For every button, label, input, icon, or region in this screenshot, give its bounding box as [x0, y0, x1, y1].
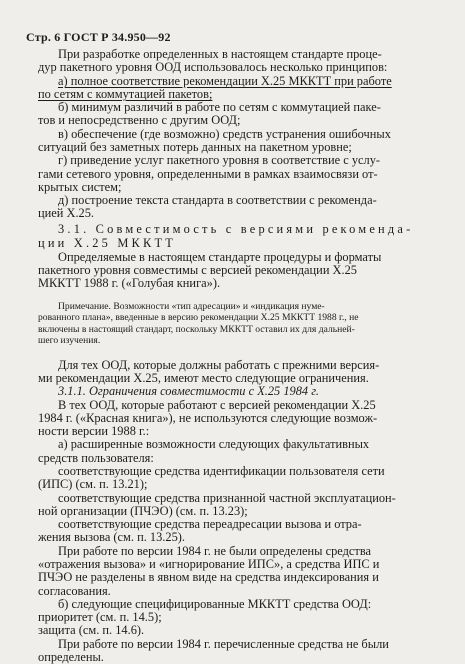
- text-line: Определяемые в настоящем стандарте процедуры и форматы: [58, 250, 382, 264]
- text-line: соответствующие средства идентификации пользователя сети: [58, 464, 385, 478]
- text-line: ной организации (ПЧЭО) (см. п. 13.23);: [38, 504, 248, 518]
- section-heading: 3.1. Совместимость с версиями рекоменда-: [58, 222, 414, 236]
- text-line: гами сетевого уровня, определенными в рамках взаимосвязи от-: [38, 167, 378, 181]
- text-line: ми рекомендации Х.25, имеют место следующие ограничения.: [38, 371, 369, 385]
- text-line: МККТТ 1988 г. («Голубая книга»).: [38, 276, 221, 290]
- text-line: в) обеспечение (где возможно) средств устранения ошибочных: [58, 127, 391, 141]
- text-line: б) следующие специфицированные МККТТ средства ООД:: [58, 597, 372, 611]
- text-line: д) построение текста стандарта в соответствии с рекоменда-: [58, 193, 377, 207]
- text-line: средств пользователя:: [38, 451, 154, 465]
- text-line: г) приведение услуг пакетного уровня в соответствие с услу-: [58, 153, 381, 167]
- text-line: (ИПС) (см. п. 13.21);: [38, 477, 148, 491]
- text-line: «отражения вызова» и «игнорирование ИПС», а средства ИПС и: [38, 557, 380, 571]
- text-line: б) минимум различий в работе по сетям с коммутацией паке-: [58, 100, 381, 114]
- text-line: соответствующие средства признанной частной эксплуатацион-: [58, 491, 396, 505]
- text-line: ПЧЭО не разделены в явном виде на средства индексирования и: [38, 570, 379, 584]
- text-line: 1984 г. («Красная книга»), не используются следующие возмож-: [38, 411, 378, 425]
- text-line: жения вызова (см. п. 13.25).: [38, 530, 186, 544]
- text-line: При работе по версии 1984 г. перечисленные средства не были: [58, 637, 389, 651]
- text-line: по сетям с коммутацией пакетов;: [38, 87, 213, 101]
- text-line: защита (см. п. 14.6).: [38, 623, 145, 637]
- text-line: Для тех ООД, которые должны работать с прежними версия-: [58, 358, 380, 372]
- text-line: При работе по версии 1984 г. не были определены средства: [58, 544, 372, 558]
- text-line: крытых систем;: [38, 180, 122, 194]
- text-line: В тех ООД, которые работают с версией рекомендации Х.25: [58, 398, 376, 412]
- text-line: определены.: [38, 650, 104, 664]
- text-line: дур пакетного уровня ООД использовалось несколько принципов:: [38, 60, 388, 74]
- text-line: согласования.: [38, 584, 111, 598]
- subsection-heading: 3.1.1. Ограничения совместимости с Х.25 1984 г.: [58, 384, 319, 398]
- text-line: а) расширенные возможности следующих факультативных: [58, 437, 370, 451]
- section-heading: ции Х.25 МККТТ: [38, 236, 177, 250]
- note-line: включены в настоящий стандарт, поскольку МККТТ оставил их для дальней-: [38, 324, 355, 335]
- text-line: соответствующие средства переадресации вызова и отра-: [58, 517, 362, 531]
- note-line: рованного плана», введенные в версию рекомендации Х.25 МККТТ 1988 г., не: [38, 312, 359, 323]
- note-line: Примечание. Возможности «тип адресации» и «индикация нуме-: [58, 301, 325, 312]
- text-line: тов и непосредственно с другим ООД;: [38, 113, 241, 127]
- text-line: ности версии 1988 г.:: [38, 424, 150, 438]
- text-line: ситуаций без заметных потерь данных на пакетном уровне;: [38, 140, 352, 154]
- text-line: а) полное соответствие рекомендации Х.25 МККТТ при работе: [58, 74, 392, 88]
- text-line: При разработке определенных в настоящем стандарте проце-: [58, 47, 382, 61]
- page-header: Стр. 6 ГОСТ Р 34.950—92: [26, 30, 171, 44]
- note-line: шего изучения.: [38, 335, 101, 346]
- text-line: пакетного уровня совместимы с версией рекомендации Х.25: [38, 263, 357, 277]
- text-line: приоритет (см. п. 14.5);: [38, 610, 162, 624]
- text-line: цией Х.25.: [38, 206, 95, 220]
